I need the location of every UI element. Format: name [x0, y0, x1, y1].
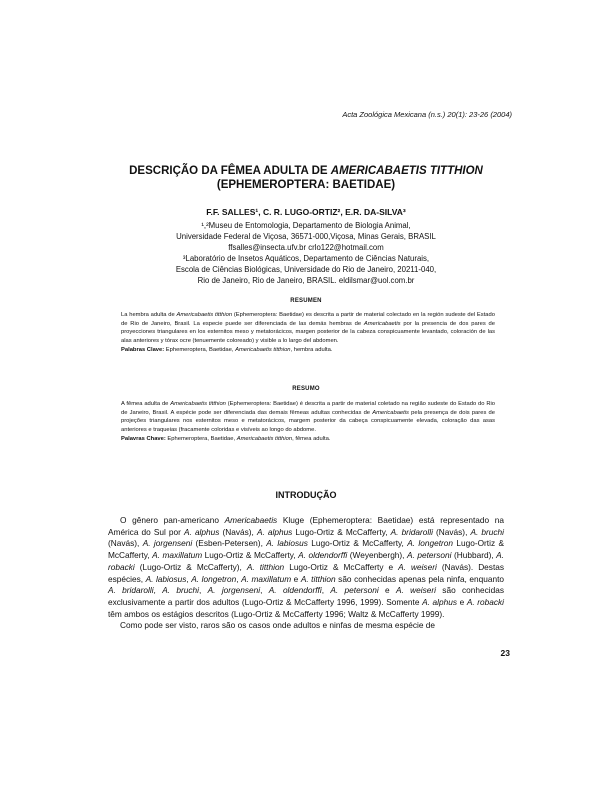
paragraph-text: O gênero pan-americano — [120, 515, 225, 525]
introduction-heading: INTRODUÇÃO — [275, 490, 337, 500]
resumen-keywords: Ephemeroptera, Baetidae, — [164, 346, 236, 353]
species-name: A. oldendorffi — [268, 585, 322, 596]
paragraph-text: (Navás), — [432, 526, 471, 537]
species-name: A. bridarolli — [390, 526, 433, 537]
paragraph-text: Kluge (Ephemeroptera: Baetidae) está representado na América do Sul por — [108, 515, 504, 537]
species-name: A. maxillatum — [152, 550, 203, 561]
species-name: A. alphus — [422, 596, 457, 607]
resumo-keywords-label: Palavras Chave: — [121, 435, 166, 442]
paragraph-text: Lugo-Ortiz & McCafferty, — [292, 526, 391, 537]
introduction-body — [108, 515, 504, 632]
resumo-keywords: , fêmea adulta. — [292, 435, 331, 442]
paragraph-text: Lugo-Ortiz & McCafferty, — [202, 550, 299, 561]
species-name: A. maxillatum — [241, 573, 292, 584]
title-plain: DESCRIÇÃO DA FÊMEA ADULTA DE — [129, 165, 331, 177]
affiliation-line: Rio de Janeiro, Rio de Janeiro, BRASIL. eldilsmar@uol.com.br — [197, 276, 415, 285]
species-name: A. jorgenseni — [142, 538, 193, 549]
resumen-keywords-taxon: Americabaetis titthion — [235, 346, 291, 353]
species-name: A. robacki — [466, 596, 505, 607]
resumen-keywords: , hembra adulta. — [290, 346, 333, 353]
species-name: A. jorgenseni — [207, 585, 261, 596]
species-name: Americabaetis — [224, 515, 278, 525]
paragraph-text: (Hubbard), — [451, 550, 497, 561]
authors: F.F. SALLES¹, C. R. LUGO-ORTIZ², E.R. DA-SILVA³ — [206, 207, 406, 217]
species-name: A. longetron — [407, 538, 454, 549]
resumo-keywords-taxon: Americabaetis titthion — [236, 435, 293, 442]
paragraph-text: Lugo-Ortiz & McCafferty, — [108, 538, 504, 561]
species-name: A. robacki — [108, 550, 505, 572]
resumen-taxon: Americabaetis — [363, 320, 401, 327]
affiliation-line: ³Laboratório de Insetos Aquáticos, Departamento de Ciências Naturais, — [182, 254, 430, 263]
affiliation-emails: ffsalles@insecta.ufv.br crlo122@hotmail.com — [228, 243, 384, 252]
title-line-1 — [80, 164, 532, 178]
paragraph-text: Lugo-Ortiz & McCafferty e — [284, 561, 399, 572]
paragraph-text: e — [378, 585, 396, 596]
paragraph-text: , — [236, 573, 242, 584]
species-name: A. bruchi — [470, 526, 505, 537]
paragraph-text: têm ambos os estágios descritos (Lugo-Ortiz & McCafferty 1996; Waltz & McCafferty 1999). — [108, 608, 445, 619]
species-name: A. bridarolli — [108, 585, 154, 596]
resumo-taxon: Americabaetis — [372, 409, 409, 416]
species-name: A. alphus — [184, 526, 220, 537]
species-name: A. petersoni — [407, 550, 452, 561]
species-name: A. labiosus — [266, 538, 308, 549]
paragraph-text: (Lugo-Ortiz & McCafferty), — [134, 561, 247, 572]
species-name: A. labiosus — [145, 573, 187, 584]
paragraph-text: (Weyenbergh), — [347, 550, 407, 561]
species-name: A. titthion — [300, 573, 336, 584]
paragraph-text: , — [260, 585, 269, 596]
paragraph-text: Lugo-Ortiz & McCafferty, — [307, 538, 408, 549]
resumo-text — [121, 400, 495, 444]
article-title — [80, 164, 532, 192]
paragraph-text: (Navás), — [108, 538, 143, 549]
paragraph-text: , — [321, 585, 331, 596]
resumo-keywords: Ephemeroptera, Baetidae, — [165, 435, 237, 442]
introduction-paragraph-2: Como pode ser visto, raros são os casos onde adultos e ninfas de mesma espécie de — [120, 620, 435, 631]
species-name: A. alphus — [256, 526, 293, 537]
species-name: A. titthion — [246, 561, 285, 572]
paragraph-text: são conhecidas apenas pela ninfa, enquanto — [335, 573, 505, 584]
affiliation-line: Escola de Ciências Biológicas, Universidade do Rio de Janeiro, 20211-040, — [175, 265, 437, 274]
paragraph-text: e — [456, 596, 467, 607]
resumo-part: A fêmea adulta de — [121, 401, 171, 407]
resumen-part: (Ephemeroptera: Baetidae) es descrita a partir de material colectado en la región sudeste del Estado de Rio de Janeiro, Brasil. La especie puede ser diferenciada de las demás hembras de — [121, 312, 495, 327]
affiliations — [80, 220, 532, 286]
paragraph-text: (Navás), — [219, 526, 257, 537]
species-name: A. longetron — [191, 573, 237, 584]
resumen-keywords-label: Palabras Clave: — [121, 346, 165, 353]
affiliation-line: Universidade Federal de Viçosa, 36571-000,Viçosa, Minas Gerais, BRASIL — [176, 232, 436, 241]
title-taxon: AMERICABAETIS TITTHION — [330, 165, 483, 177]
resumen-taxon: Americabaetis titthion — [176, 312, 233, 318]
paragraph-text: , — [198, 585, 208, 596]
affiliation-line: ¹,²Museu de Entomologia, Departamento de Biologia Animal, — [201, 221, 411, 230]
paragraph-text: são conhecidas exclusivamente a partir dos adultos (Lugo-Ortiz & McCafferty 1996, 1999). Somente — [108, 585, 504, 607]
species-name: A. petersoni — [330, 585, 379, 596]
resumo-heading: RESUMO — [292, 386, 320, 392]
page-number: 23 — [500, 648, 510, 658]
paragraph-text: (Esben-Petersen), — [192, 538, 267, 549]
paragraph-text: e — [291, 573, 301, 584]
resumen-text — [121, 311, 495, 355]
resumo-taxon: Americabaetis titthion — [170, 401, 226, 407]
resumo-part: pela presença de dois pares de projeções triangulares nos esternitos meso e metatorácicos, margem posterior da cabeça conspicuamente elevada, coloração das asas anteriores e traqueias (fracamente coloridas e visíveis ao longo do abdome. — [121, 409, 495, 434]
species-name: A. oldendorffi — [298, 550, 348, 561]
resumen-part: La hembra adulta de — [121, 312, 177, 318]
resumen-heading: RESUMEN — [290, 298, 322, 304]
paragraph-text: (Navás). Destas espécies, — [108, 561, 505, 584]
journal-reference: Acta Zoológica Mexicana (n.s.) 20(1): 23-26 (2004) — [342, 110, 512, 119]
resumo-part: (Ephemeroptera: Baetidae) é descrita a partir de material coletado na região sudeste do Estado do Rio de Janeiro, Brasil. A espécie pode ser diferenciada das demais fêmeas adultas conhecidas de — [121, 401, 496, 416]
resumen-part: por la presencia de dos pares de proyecciones triangulares en los esternitos meso y metatorácicos, margen posterior de la cabeza conspicuamente levantado, coloración de las alas anteriores y tórax ocre (tenuemente coloreado) y visible a lo largo del abdomen. — [121, 320, 495, 345]
species-name: A. bruchi — [162, 585, 199, 596]
species-name: A. weiseri — [398, 561, 437, 572]
introduction-paragraph-1 — [108, 515, 504, 620]
paragraph-text: , — [186, 573, 192, 584]
paragraph-text: , — [153, 585, 163, 596]
title-line-2: (EPHEMEROPTERA: BAETIDAE) — [216, 179, 396, 191]
species-name: A. weiseri — [395, 585, 436, 596]
